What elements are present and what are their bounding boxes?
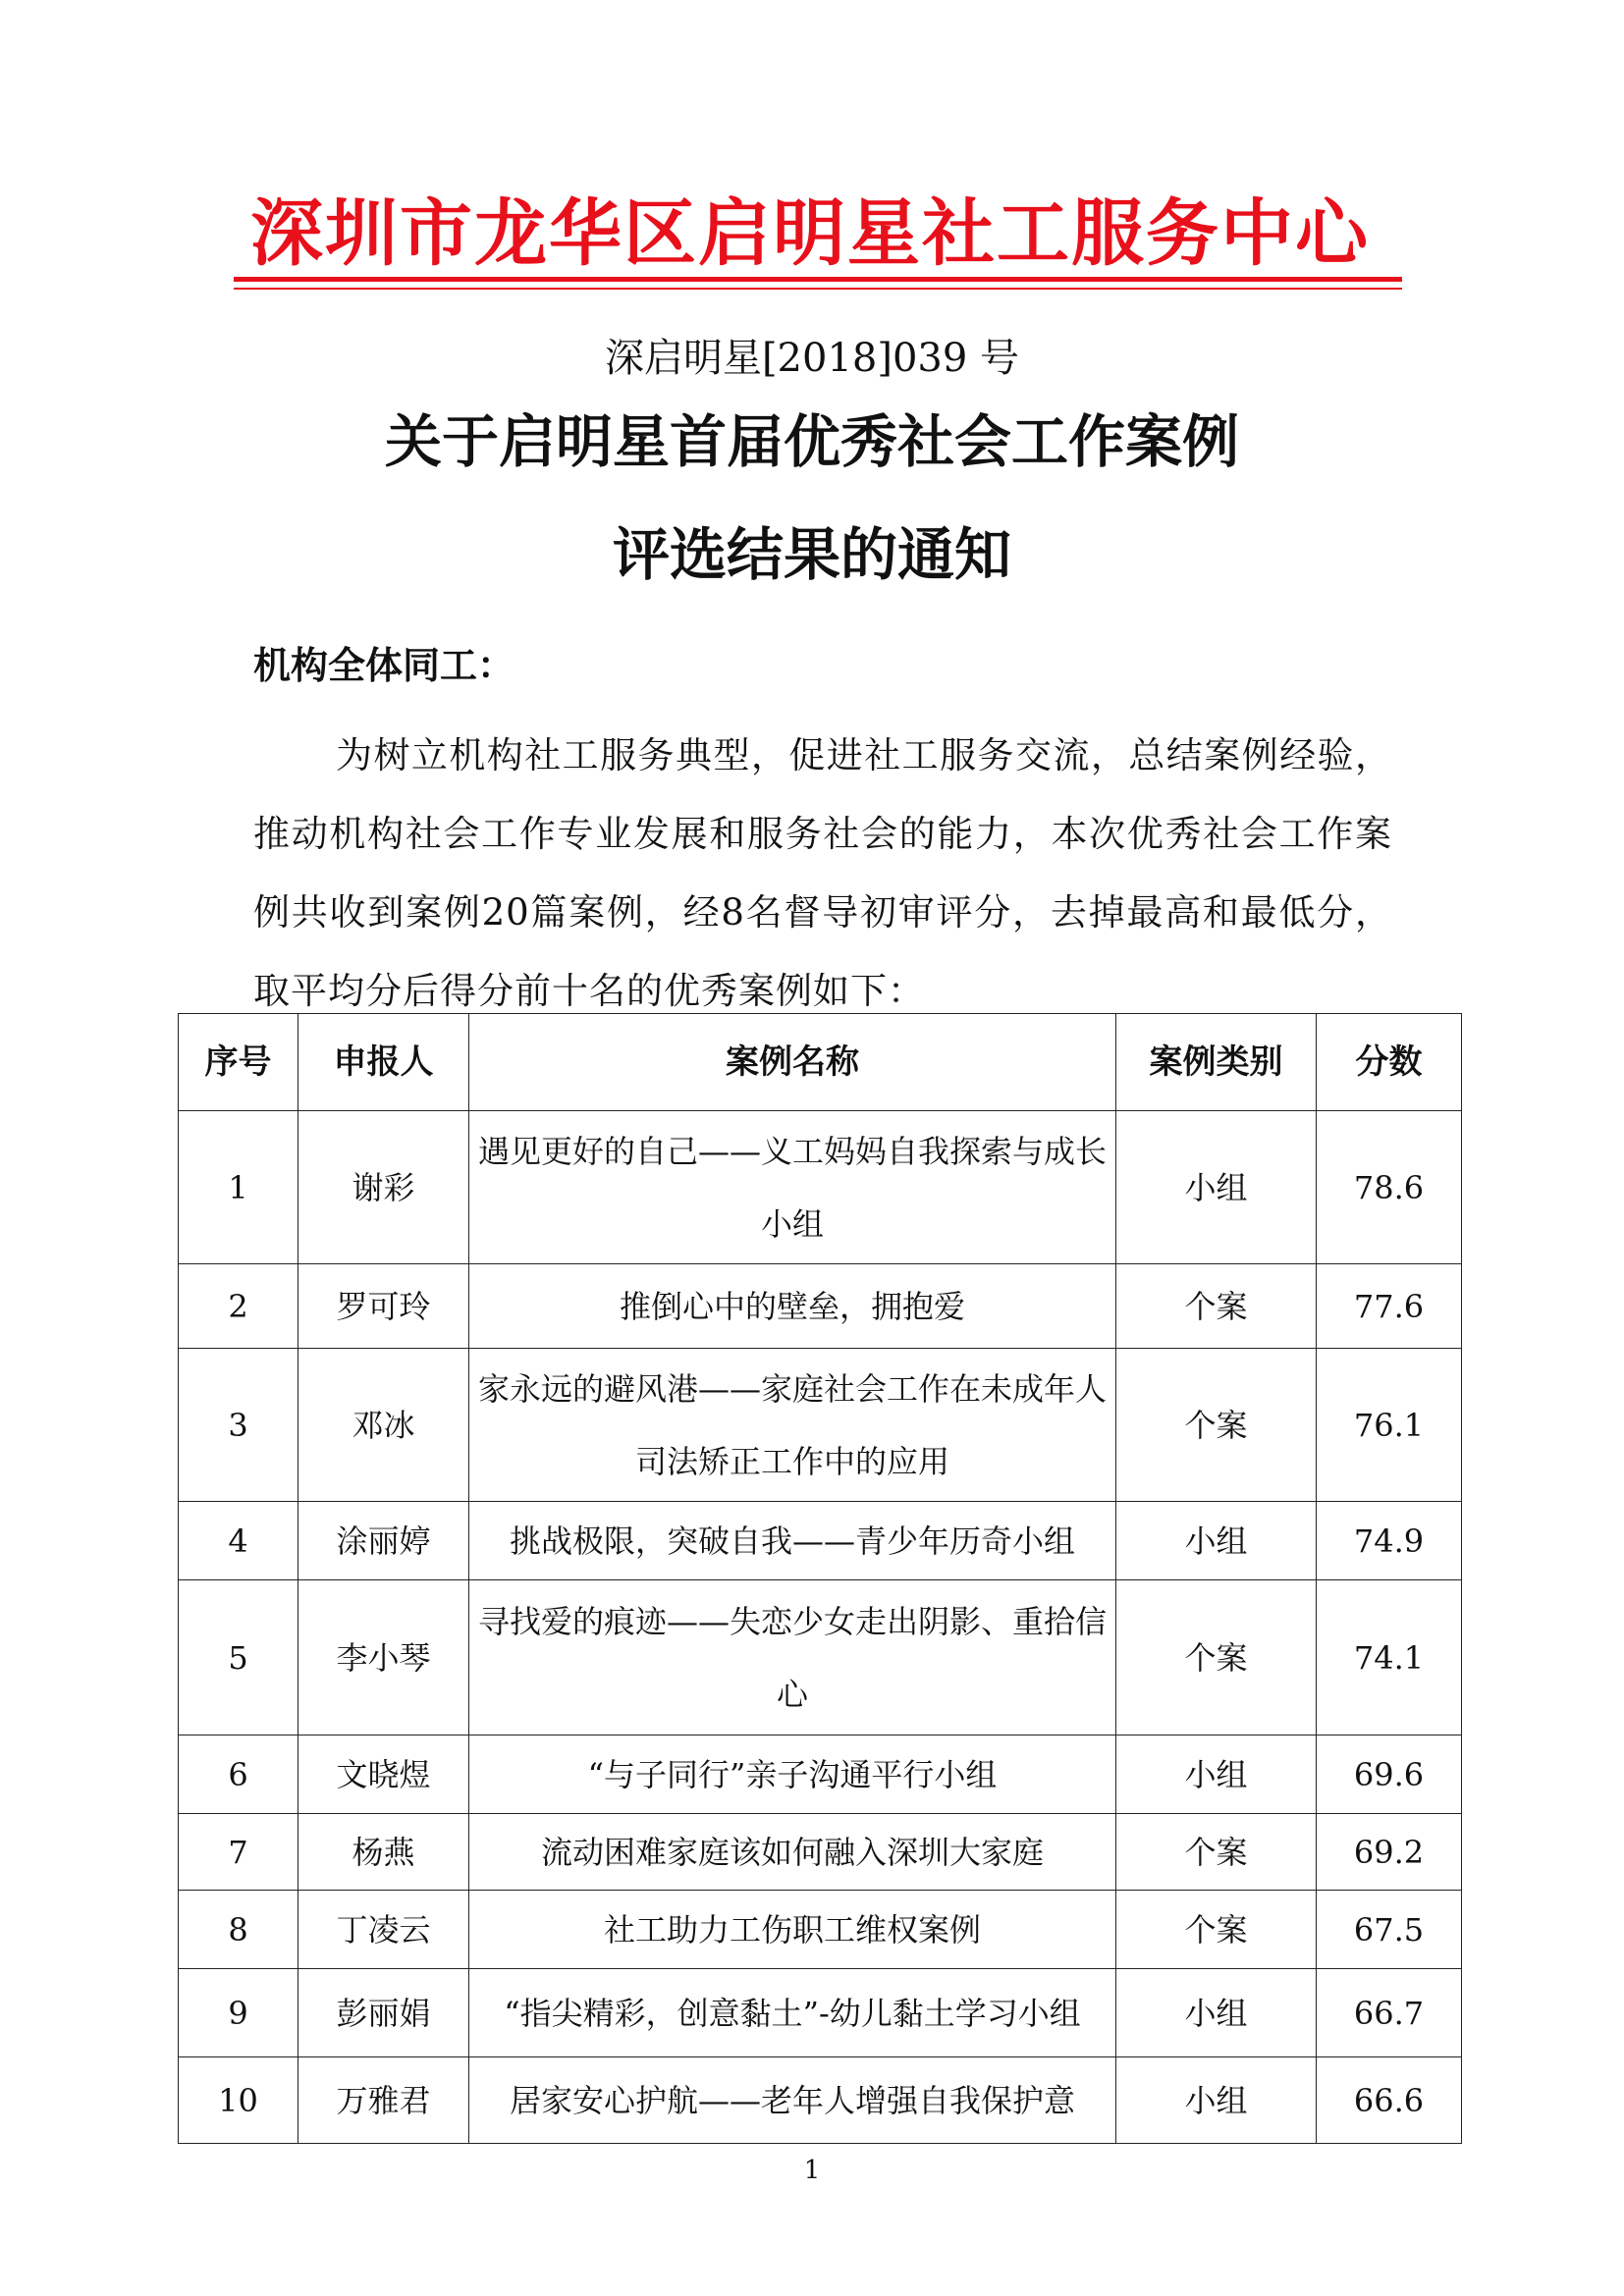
cell-case-name: 遇见更好的自己——义工妈妈自我探索与成长小组 (469, 1111, 1116, 1264)
cell-no: 1 (179, 1111, 298, 1264)
organization-letterhead: 深圳市龙华区启明星社工服务中心 (250, 191, 1370, 276)
cell-no: 5 (179, 1580, 298, 1735)
header-applicant: 申报人 (298, 1014, 469, 1111)
cell-score: 67.5 (1317, 1891, 1462, 1969)
table-row (179, 1349, 1462, 1502)
cell-applicant: 万雅君 (298, 2057, 469, 2144)
cell-applicant: 文晓煜 (298, 1735, 469, 1814)
cell-case-name: 社工助力工伤职工维权案例 (469, 1891, 1116, 1969)
letterhead-divider-thick (234, 277, 1402, 282)
cell-category: 小组 (1116, 2057, 1317, 2144)
cell-score: 66.6 (1317, 2057, 1462, 2144)
table-row (179, 1502, 1462, 1580)
cell-category: 个案 (1116, 1349, 1317, 1502)
salutation: 机构全体同工： (253, 644, 515, 687)
table-header-row (179, 1014, 1462, 1111)
cell-case-name: “指尖精彩，创意黏土”-幼儿黏土学习小组 (469, 1969, 1116, 2057)
cell-case-name: 流动困难家庭该如何融入深圳大家庭 (469, 1814, 1116, 1891)
cell-applicant: 李小琴 (298, 1580, 469, 1735)
table-row (179, 1814, 1462, 1891)
cell-applicant: 杨燕 (298, 1814, 469, 1891)
cell-category: 小组 (1116, 1111, 1317, 1264)
header-case-name: 案例名称 (469, 1014, 1116, 1111)
header-score: 分数 (1317, 1014, 1462, 1111)
cell-no: 7 (179, 1814, 298, 1891)
cell-score: 78.6 (1317, 1111, 1462, 1264)
cell-applicant: 罗可玲 (298, 1264, 469, 1349)
cell-category: 小组 (1116, 1735, 1317, 1814)
table-row (179, 1735, 1462, 1814)
cell-case-name: “与子同行”亲子沟通平行小组 (469, 1735, 1116, 1814)
cell-case-name: 寻找爱的痕迹——失恋少女走出阴影、重拾信心 (469, 1580, 1116, 1735)
table-row (179, 1891, 1462, 1969)
cell-no: 10 (179, 2057, 298, 2144)
cell-applicant: 涂丽婷 (298, 1502, 469, 1580)
cell-applicant: 邓冰 (298, 1349, 469, 1502)
cell-score: 77.6 (1317, 1264, 1462, 1349)
header-no: 序号 (179, 1014, 298, 1111)
document-number: 深启明星[2018]039 号 (604, 336, 1020, 381)
document-title-line2: 评选结果的通知 (612, 521, 1011, 588)
cell-score: 69.6 (1317, 1735, 1462, 1814)
cell-case-name: 推倒心中的壁垒，拥抱爱 (469, 1264, 1116, 1349)
cell-case-name: 挑战极限，突破自我——青少年历奇小组 (469, 1502, 1116, 1580)
table-row (179, 2057, 1462, 2144)
cell-category: 个案 (1116, 1891, 1317, 1969)
table-row (179, 1111, 1462, 1264)
table-row (179, 1264, 1462, 1349)
cell-case-name: 居家安心护航——老年人增强自我保护意 (469, 2057, 1116, 2144)
cell-no: 3 (179, 1349, 298, 1502)
cell-case-name: 家永远的避风港——家庭社会工作在未成年人司法矫正工作中的应用 (469, 1349, 1116, 1502)
cell-score: 76.1 (1317, 1349, 1462, 1502)
page-number: 1 (803, 2156, 821, 2185)
cell-applicant: 谢彩 (298, 1111, 469, 1264)
cell-score: 66.7 (1317, 1969, 1462, 2057)
header-category: 案例类别 (1116, 1014, 1317, 1111)
table-row (179, 1969, 1462, 2057)
cell-category: 小组 (1116, 1502, 1317, 1580)
cell-category: 个案 (1116, 1264, 1317, 1349)
cell-score: 69.2 (1317, 1814, 1462, 1891)
cell-no: 8 (179, 1891, 298, 1969)
cell-no: 4 (179, 1502, 298, 1580)
table-row (179, 1580, 1462, 1735)
document-title-line1: 关于启明星首届优秀社会工作案例 (384, 408, 1239, 475)
cell-no: 2 (179, 1264, 298, 1349)
results-table (178, 1013, 1462, 2144)
cell-applicant: 彭丽娟 (298, 1969, 469, 2057)
cell-category: 个案 (1116, 1814, 1317, 1891)
cell-no: 9 (179, 1969, 298, 2057)
cell-category: 个案 (1116, 1580, 1317, 1735)
cell-no: 6 (179, 1735, 298, 1814)
cell-score: 74.9 (1317, 1502, 1462, 1580)
cell-applicant: 丁凌云 (298, 1891, 469, 1969)
cell-score: 74.1 (1317, 1580, 1462, 1735)
body-paragraph: 为树立机构社工服务典型，促进社工服务交流，总结案例经验，推动机构社会工作专业发展和服务社会的能力，本次优秀社会工作案例共收到案例20篇案例，经8名督导初审评分，去掉最高和最低分，取平均分后得分前十名的优秀案例如下： (253, 734, 1392, 1012)
cell-category: 小组 (1116, 1969, 1317, 2057)
letterhead-divider-thin (234, 288, 1402, 290)
